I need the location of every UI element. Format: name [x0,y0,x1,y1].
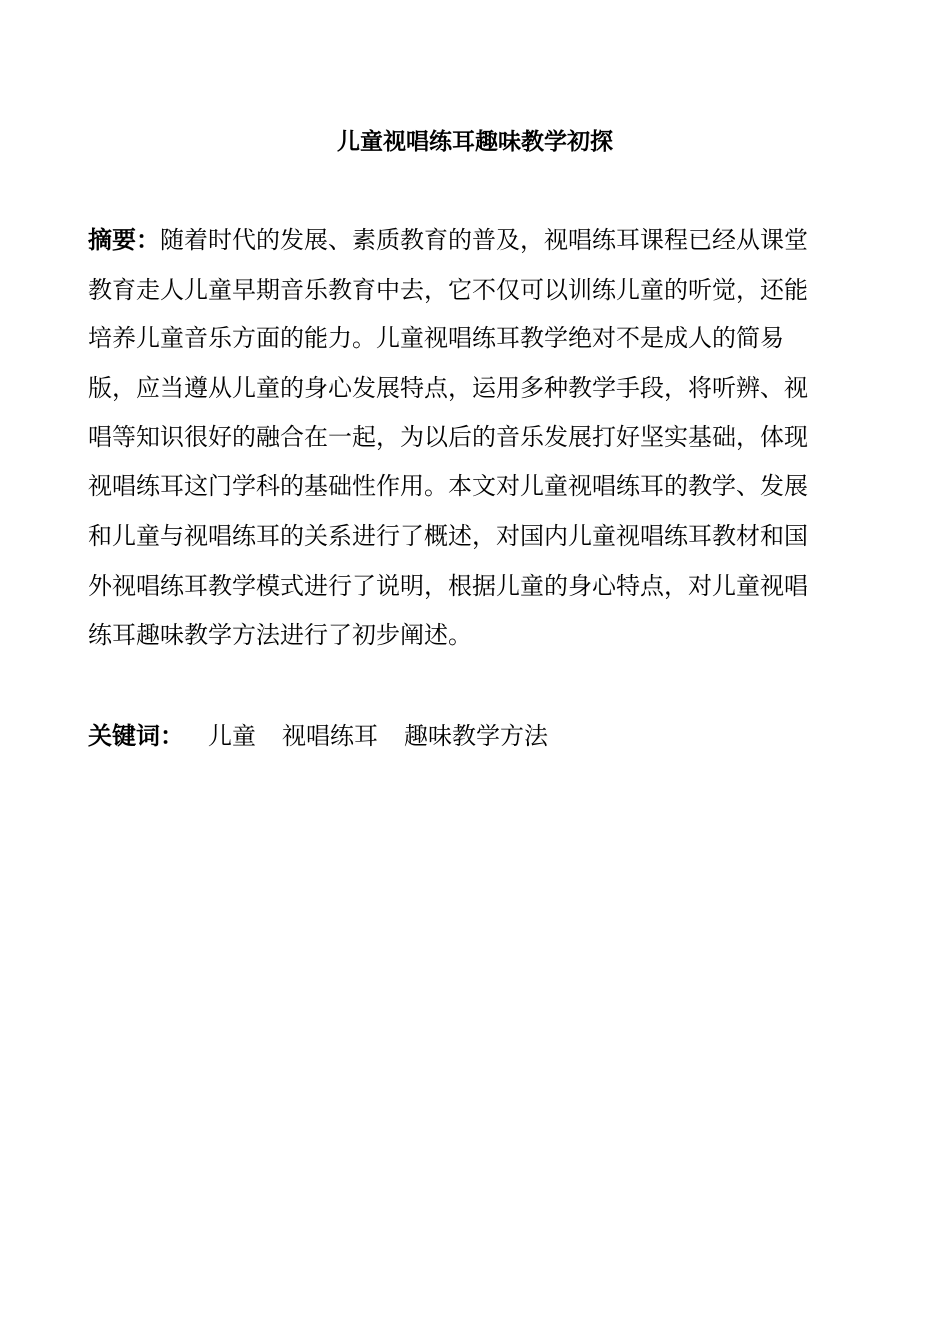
page-title: 儿童视唱练耳趣味教学初探 [337,129,613,155]
abstract-label: 摘要： [88,226,160,254]
abstract-line-3: 培养儿童音乐方面的能力。儿童视唱练耳教学绝对不是成人的简易 [88,324,784,352]
abstract-line-7: 和儿童与视唱练耳的关系进行了概述，对国内儿童视唱练耳教材和国 [88,522,808,550]
keyword-item: 儿童 [208,722,256,750]
abstract-line-8: 外视唱练耳教学模式进行了说明，根据儿童的身心特点，对儿童视唱 [88,572,808,600]
abstract-line-2: 教育走人儿童早期音乐教育中去，它不仅可以训练儿童的听觉，还能 [88,276,808,304]
abstract-text-1: 随着时代的发展、素质教育的普及，视唱练耳课程已经从课堂 [160,226,808,254]
abstract-line-6: 视唱练耳这门学科的基础性作用。本文对儿童视唱练耳的教学、发展 [88,472,808,500]
abstract-line-1 [88,220,808,260]
keywords-label: 关键词： [88,722,184,750]
abstract-line-5: 唱等知识很好的融合在一起，为以后的音乐发展打好坚实基础，体现 [88,423,808,451]
keyword-item: 趣味教学方法 [404,722,548,750]
abstract-line-4: 版，应当遵从儿童的身心发展特点，运用多种教学手段，将听辨、视 [88,374,808,402]
keyword-item: 视唱练耳 [282,722,378,750]
keywords-line [88,716,548,756]
abstract-line-9: 练耳趣味教学方法进行了初步阐述。 [88,621,472,649]
